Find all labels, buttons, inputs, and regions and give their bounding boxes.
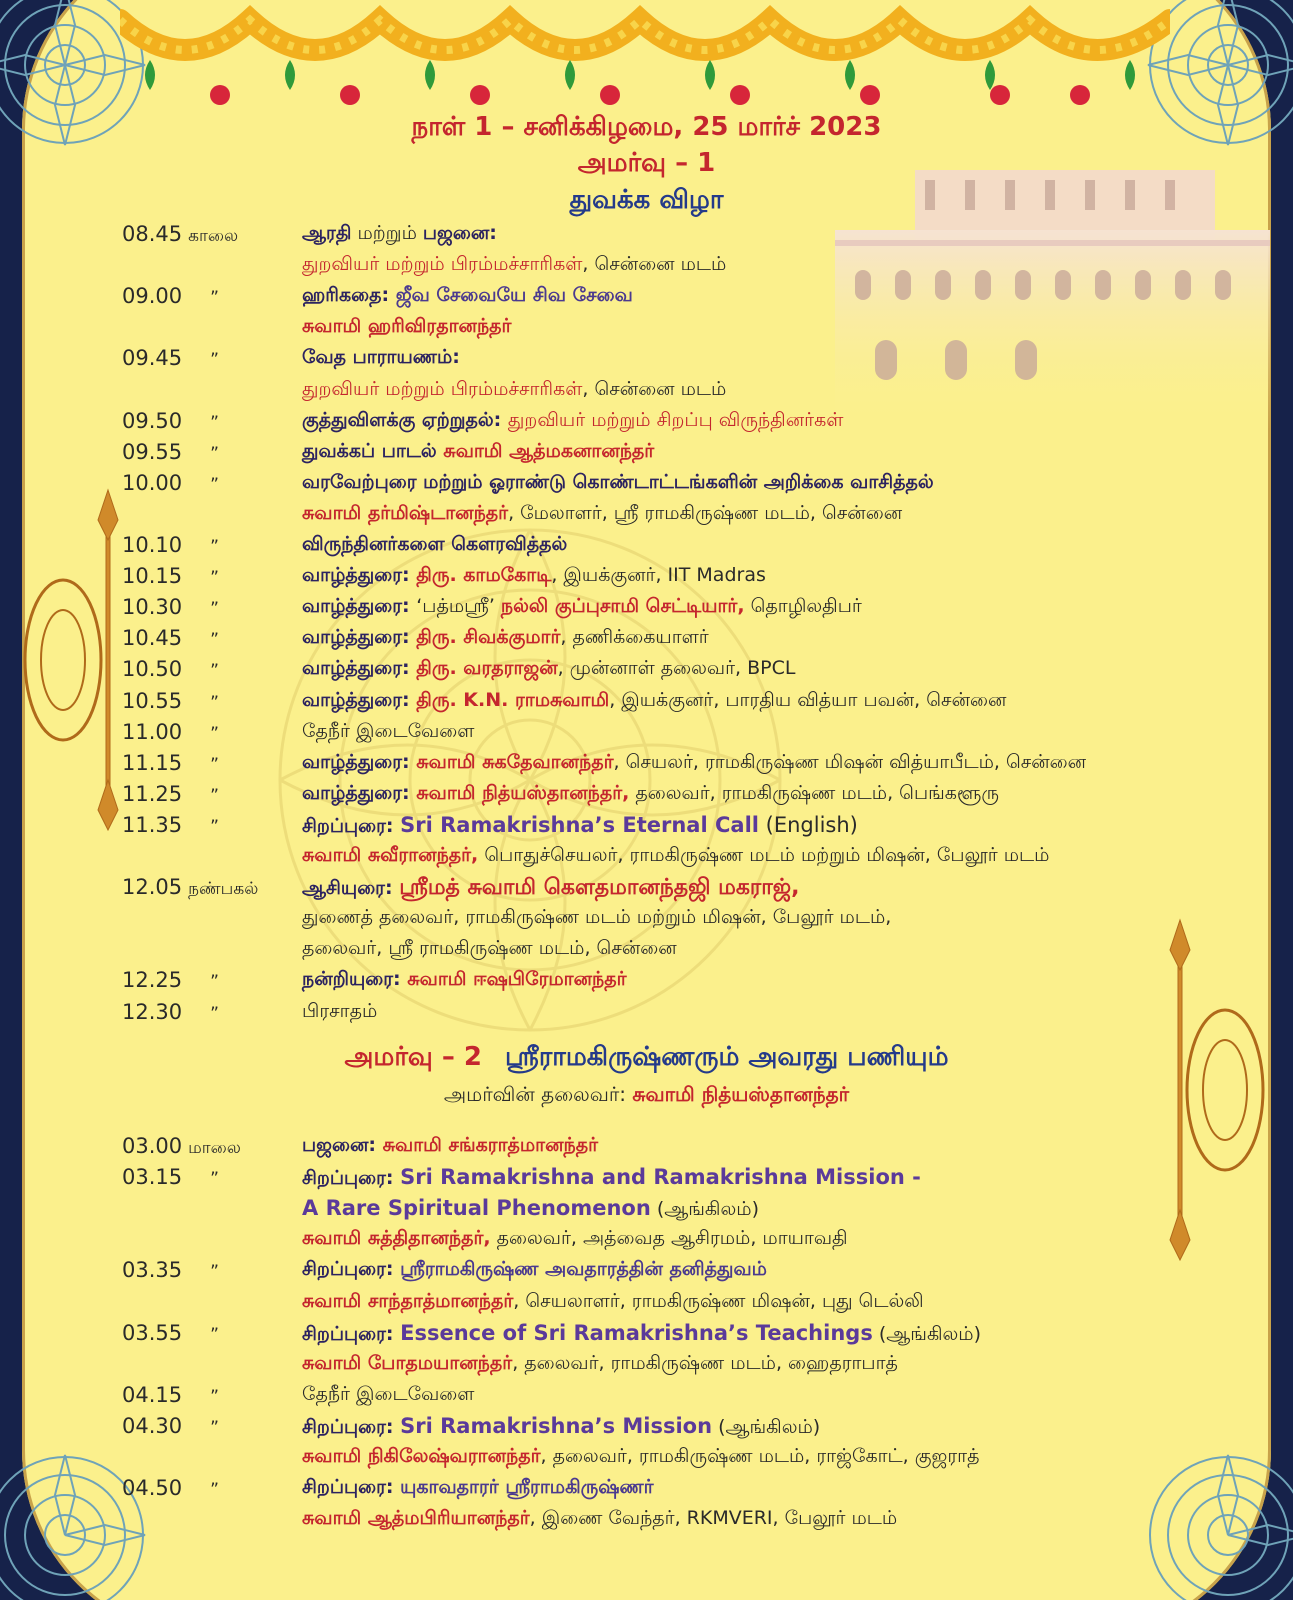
schedule-time [122,1165,219,1189]
content-text: (ஆங்கிலம்) [650,1198,759,1221]
schedule-row [0,1258,1293,1289]
time-value: 09.50 [122,408,183,433]
content-text: , செயலாளர், ராமகிருஷ்ண மிஷன், புது டெல்லி [513,1289,924,1312]
schedule-content [302,1445,979,1470]
content-text: துறவியர் மற்றும் பிரம்மச்சாரிகள் [302,377,583,400]
content-text: துறவியர் மற்றும் பிரம்மச்சாரிகள் [302,253,583,276]
content-text: வாழ்த்துரை: [302,564,417,587]
content-text: ஸ்ரீராமகிருஷ்ண அவதாரத்தின் தனித்துவம் [400,1258,767,1281]
time-suffix: ” [210,1417,219,1438]
schedule-row [0,1414,1293,1445]
content-text: தலைவர், ஸ்ரீ ராமகிருஷ்ண மடம், சென்னை [302,937,677,960]
content-text: சிறப்புரை: [302,1476,401,1499]
content-text: (ஆங்கிலம்) [712,1415,821,1438]
time-suffix: ” [210,1262,219,1283]
content-text: , செயலர், ராமகிருஷ்ண மிஷன் வித்யாபீடம், சென்னை [613,750,1087,773]
content-text: சுவாமி ஆத்மகனானந்தர் [443,439,655,462]
time-value: 09.55 [122,439,183,464]
schedule-row [0,1227,1293,1258]
content-text: Sri Ramakrishna’s Mission [400,1413,713,1438]
schedule-content [302,1165,921,1192]
content-text: ஆசியுரை: [302,877,400,900]
content-text: ஹரிகதை: [302,284,396,307]
time-suffix: ” [210,972,219,993]
time-suffix: ” [210,816,219,837]
schedule-row [0,1134,1293,1165]
content-text: தேநீர் இடைவேளை [302,1382,475,1405]
content-text: சிறப்புரை: [302,1415,401,1438]
content-text: Sri Ramakrishna’s Eternal Call [400,812,759,837]
content-text: சுவாமி சாந்தாத்மானந்தர் [302,1289,514,1312]
content-text: திரு. வரதராஜன் [416,657,558,680]
content-text: , தலைவர், ராமகிருஷ்ண மடம், ராஜ்கோட், குஜராத் [540,1445,980,1467]
time-value: 03.55 [122,1320,183,1345]
content-text: ஸ்ரீமத் சுவாமி கௌதமானந்தஜி மகராஜ், [399,875,800,901]
chair-name: சுவாமி நித்யஸ்தானந்தர் [632,1082,850,1106]
session2-title: அமர்வு – 2 [344,1042,482,1072]
content-text: திரு. K.N. ராமசுவாமி [416,688,610,711]
content-text: தலைவர், அத்வைத ஆசிரமம், மாயாவதி [490,1227,848,1250]
content-text: தொழிலதிபர் [744,595,862,618]
content-text: சிறப்புரை: [302,814,401,837]
schedule-row [0,1383,1293,1414]
time-suffix: ” [210,568,219,589]
content-text: வாழ்த்துரை: [302,595,417,618]
content-text: துணைத் தலைவர், ராமகிருஷ்ண மடம் மற்றும் மிஷன், பேலூர் மடம், [302,906,892,929]
time-suffix: ” [210,412,219,433]
content-text: Sri Ramakrishna and Ramakrishna Mission - [400,1165,921,1190]
content-text: , சென்னை மடம் [582,253,727,276]
schedule-content [302,1352,898,1377]
time-suffix: ” [210,661,219,682]
content-text: பொதுச்செயலர், ராமகிருஷ்ண மடம் மற்றும் மிஷன், பேலூர் மடம் [478,844,1050,866]
content-text: சுவாமி சுவீரானந்தர், [302,844,479,866]
content-text: A Rare Spiritual Phenomenon [302,1196,651,1221]
content-text: வாழ்த்துரை: [302,626,417,649]
content-text: யுகாவதாரர் ஸ்ரீராமகிருஷ்ணர் [400,1476,654,1499]
content-text: வாழ்த்துரை: [302,781,417,804]
time-value: 10.15 [122,564,183,589]
time-value: 03.00 [122,1134,183,1158]
schedule-content [302,1134,598,1159]
schedule-time [122,1476,219,1500]
time-value: 11.25 [122,781,183,806]
time-suffix: ” [210,754,219,775]
time-value: 12.25 [122,968,183,993]
schedule-content [302,1507,897,1532]
schedule-content [302,1290,924,1315]
time-value: 03.15 [122,1165,183,1190]
time-value: 04.15 [122,1382,183,1407]
time-value: 04.50 [122,1476,183,1501]
time-value: 09.00 [122,284,183,309]
time-value: 10.45 [122,626,183,651]
time-value: 03.35 [122,1258,183,1283]
content-text: விருந்தினர்களை கௌரவித்தல் [302,533,568,555]
content-text: (English) [758,812,858,837]
content-text: வரவேற்புரை மற்றும் ஓராண்டு கொண்டாட்டங்களின் அறிக்கை வாசித்தல் [302,470,934,493]
content-text: சுவாமி ஆத்மபிரியானந்தர் [302,1507,530,1530]
content-text: சிறப்புரை: [302,1167,401,1190]
time-suffix: ” [210,1386,219,1407]
content-text: Essence of Sri Ramakrishna’s Teachings [400,1320,873,1345]
time-value: 11.15 [122,750,183,775]
content-text: திரு. காமகோடி [416,564,552,587]
content-text: சுவாமி சங்கராத்மானந்தர் [382,1134,599,1156]
schedule-time [122,1383,219,1407]
schedule-row [0,1476,1293,1507]
time-value: 10.50 [122,657,183,682]
time-value: 10.10 [122,533,183,557]
content-text: வாழ்த்துரை: [302,750,417,773]
day-title: நாள் 1 – சனிக்கிழமை, 25 மார்ச் 2023 [411,112,882,142]
schedule-row [0,1321,1293,1352]
content-text: துறவியர் மற்றும் சிறப்பு விருந்தினர்கள் [507,408,844,431]
time-suffix: ” [210,1324,219,1345]
time-value: 12.05 [122,875,183,900]
schedule-content [302,1321,981,1348]
time-value: 10.00 [122,470,183,495]
schedule-row [0,1507,1293,1538]
time-suffix: ” [210,537,219,557]
content-text: , தணிக்கையாளர் [560,626,709,649]
time-suffix: ” [210,474,219,495]
time-value: 08.45 [122,222,183,246]
content-text: தேநீர் இடைவேளை [302,719,475,742]
content-text: , சென்னை மடம் [582,377,727,400]
content-text: பஜனை: [302,1134,383,1156]
schedule-time [122,1134,241,1160]
content-text: சுவாமி ஈஷபிரேமானந்தர் [407,968,627,991]
content-text: சிறப்புரை: [302,1258,401,1281]
time-suffix: ” [210,1003,219,1024]
schedule-content [302,1258,767,1283]
chair-label: அமர்வின் தலைவர்: [443,1082,633,1106]
schedule-time [122,1258,219,1282]
content-text: சுவாமி சுத்திதானந்தர், [302,1227,491,1250]
session1-subtitle: துவக்க விழா [569,185,724,215]
time-suffix: மாலை [188,1138,241,1158]
schedule-content [302,1227,848,1252]
schedule-content [302,1476,654,1501]
content-text: , மேலாளர், ஸ்ரீ ராமகிருஷ்ண மடம், சென்னை [508,501,903,524]
time-value: 11.00 [122,719,183,744]
time-value: 10.30 [122,595,183,620]
time-value: 09.45 [122,346,183,371]
content-text: பிரசாதம் [302,999,378,1022]
content-text: ‘பத்மஸ்ரீ’ [416,595,501,618]
content-text: ஆரதி [302,222,352,244]
content-text: குத்துவிளக்கு ஏற்றுதல்: [302,408,508,431]
content-text: , தலைவர், ராமகிருஷ்ண மடம், ஹைதராபாத் [512,1351,898,1374]
content-text: ஜீவ சேவையே சிவ சேவை [395,284,633,307]
content-text: வாழ்த்துரை: [302,657,417,680]
schedule-row [0,1290,1293,1321]
content-text: சுவாமி நிகிலேஷ்வரானந்தர் [302,1445,541,1467]
content-text: வாழ்த்துரை: [302,688,417,711]
schedule-content [302,1196,759,1223]
content-text: சுவாமி போதமயானந்தர் [302,1351,513,1374]
time-suffix: ” [210,1480,219,1501]
content-text: நல்லி குப்புசாமி செட்டியார், [500,595,745,618]
content-text: சுவாமி சுகதேவானந்தர் [416,750,614,773]
schedule-content [302,1414,820,1441]
time-value: 11.35 [122,812,183,837]
content-text: சிறப்புரை: [302,1322,401,1345]
time-value: 10.55 [122,688,183,713]
session2-theme: ஸ்ரீராமகிருஷ்ணரும் அவரது பணியும் [505,1042,949,1072]
schedule-content [302,1383,474,1408]
content-text: துவக்கப் பாடல் [302,439,444,462]
time-suffix: ” [210,630,219,651]
time-value: 12.30 [122,999,183,1024]
content-text: , முன்னாள் தலைவர், BPCL [557,657,796,680]
content-text: தலைவர், ராமகிருஷ்ண மடம், பெங்களூரு [629,781,999,804]
content-text: (ஆங்கிலம்) [872,1322,981,1345]
time-suffix: ” [210,692,219,713]
content-text: , இணை வேந்தர், RKMVERI, பேலூர் மடம் [529,1507,898,1530]
content-text: சுவாமி நித்யஸ்தானந்தர், [416,781,630,804]
time-suffix: நண்பகல் [188,879,259,900]
time-suffix: ” [210,723,219,744]
time-suffix: ” [210,599,219,620]
schedule-time [122,1321,219,1345]
content-text: திரு. சிவக்குமார் [416,626,561,649]
schedule-time [122,1414,219,1438]
time-suffix: காலை [188,226,239,246]
time-suffix: ” [210,1169,219,1190]
time-value: 04.30 [122,1413,183,1438]
content-text: , இயக்குனர், பாரதிய வித்யா பவன், சென்னை [609,688,1007,711]
time-suffix: ” [210,443,219,464]
session1-title: அமர்வு – 1 [577,148,716,178]
schedule-row [0,1445,1293,1476]
time-suffix: ” [210,785,219,806]
content-text: நன்றியுரை: [302,968,408,991]
content-text: சுவாமி தர்மிஷ்டானந்தர் [302,501,509,524]
content-text: வேத பாராயணம்: [302,346,460,369]
schedule-row [0,1352,1293,1383]
content-text: , இயக்குனர், IIT Madras [551,564,766,587]
time-suffix: ” [210,350,219,371]
schedule-row [0,1196,1293,1227]
content-text: சுவாமி ஹரிவிரதானந்தர் [302,315,512,338]
content-text: மற்றும் [351,222,423,244]
content-text: பஜனை: [422,222,497,244]
time-suffix: ” [210,288,219,309]
schedule-row [0,1165,1293,1196]
